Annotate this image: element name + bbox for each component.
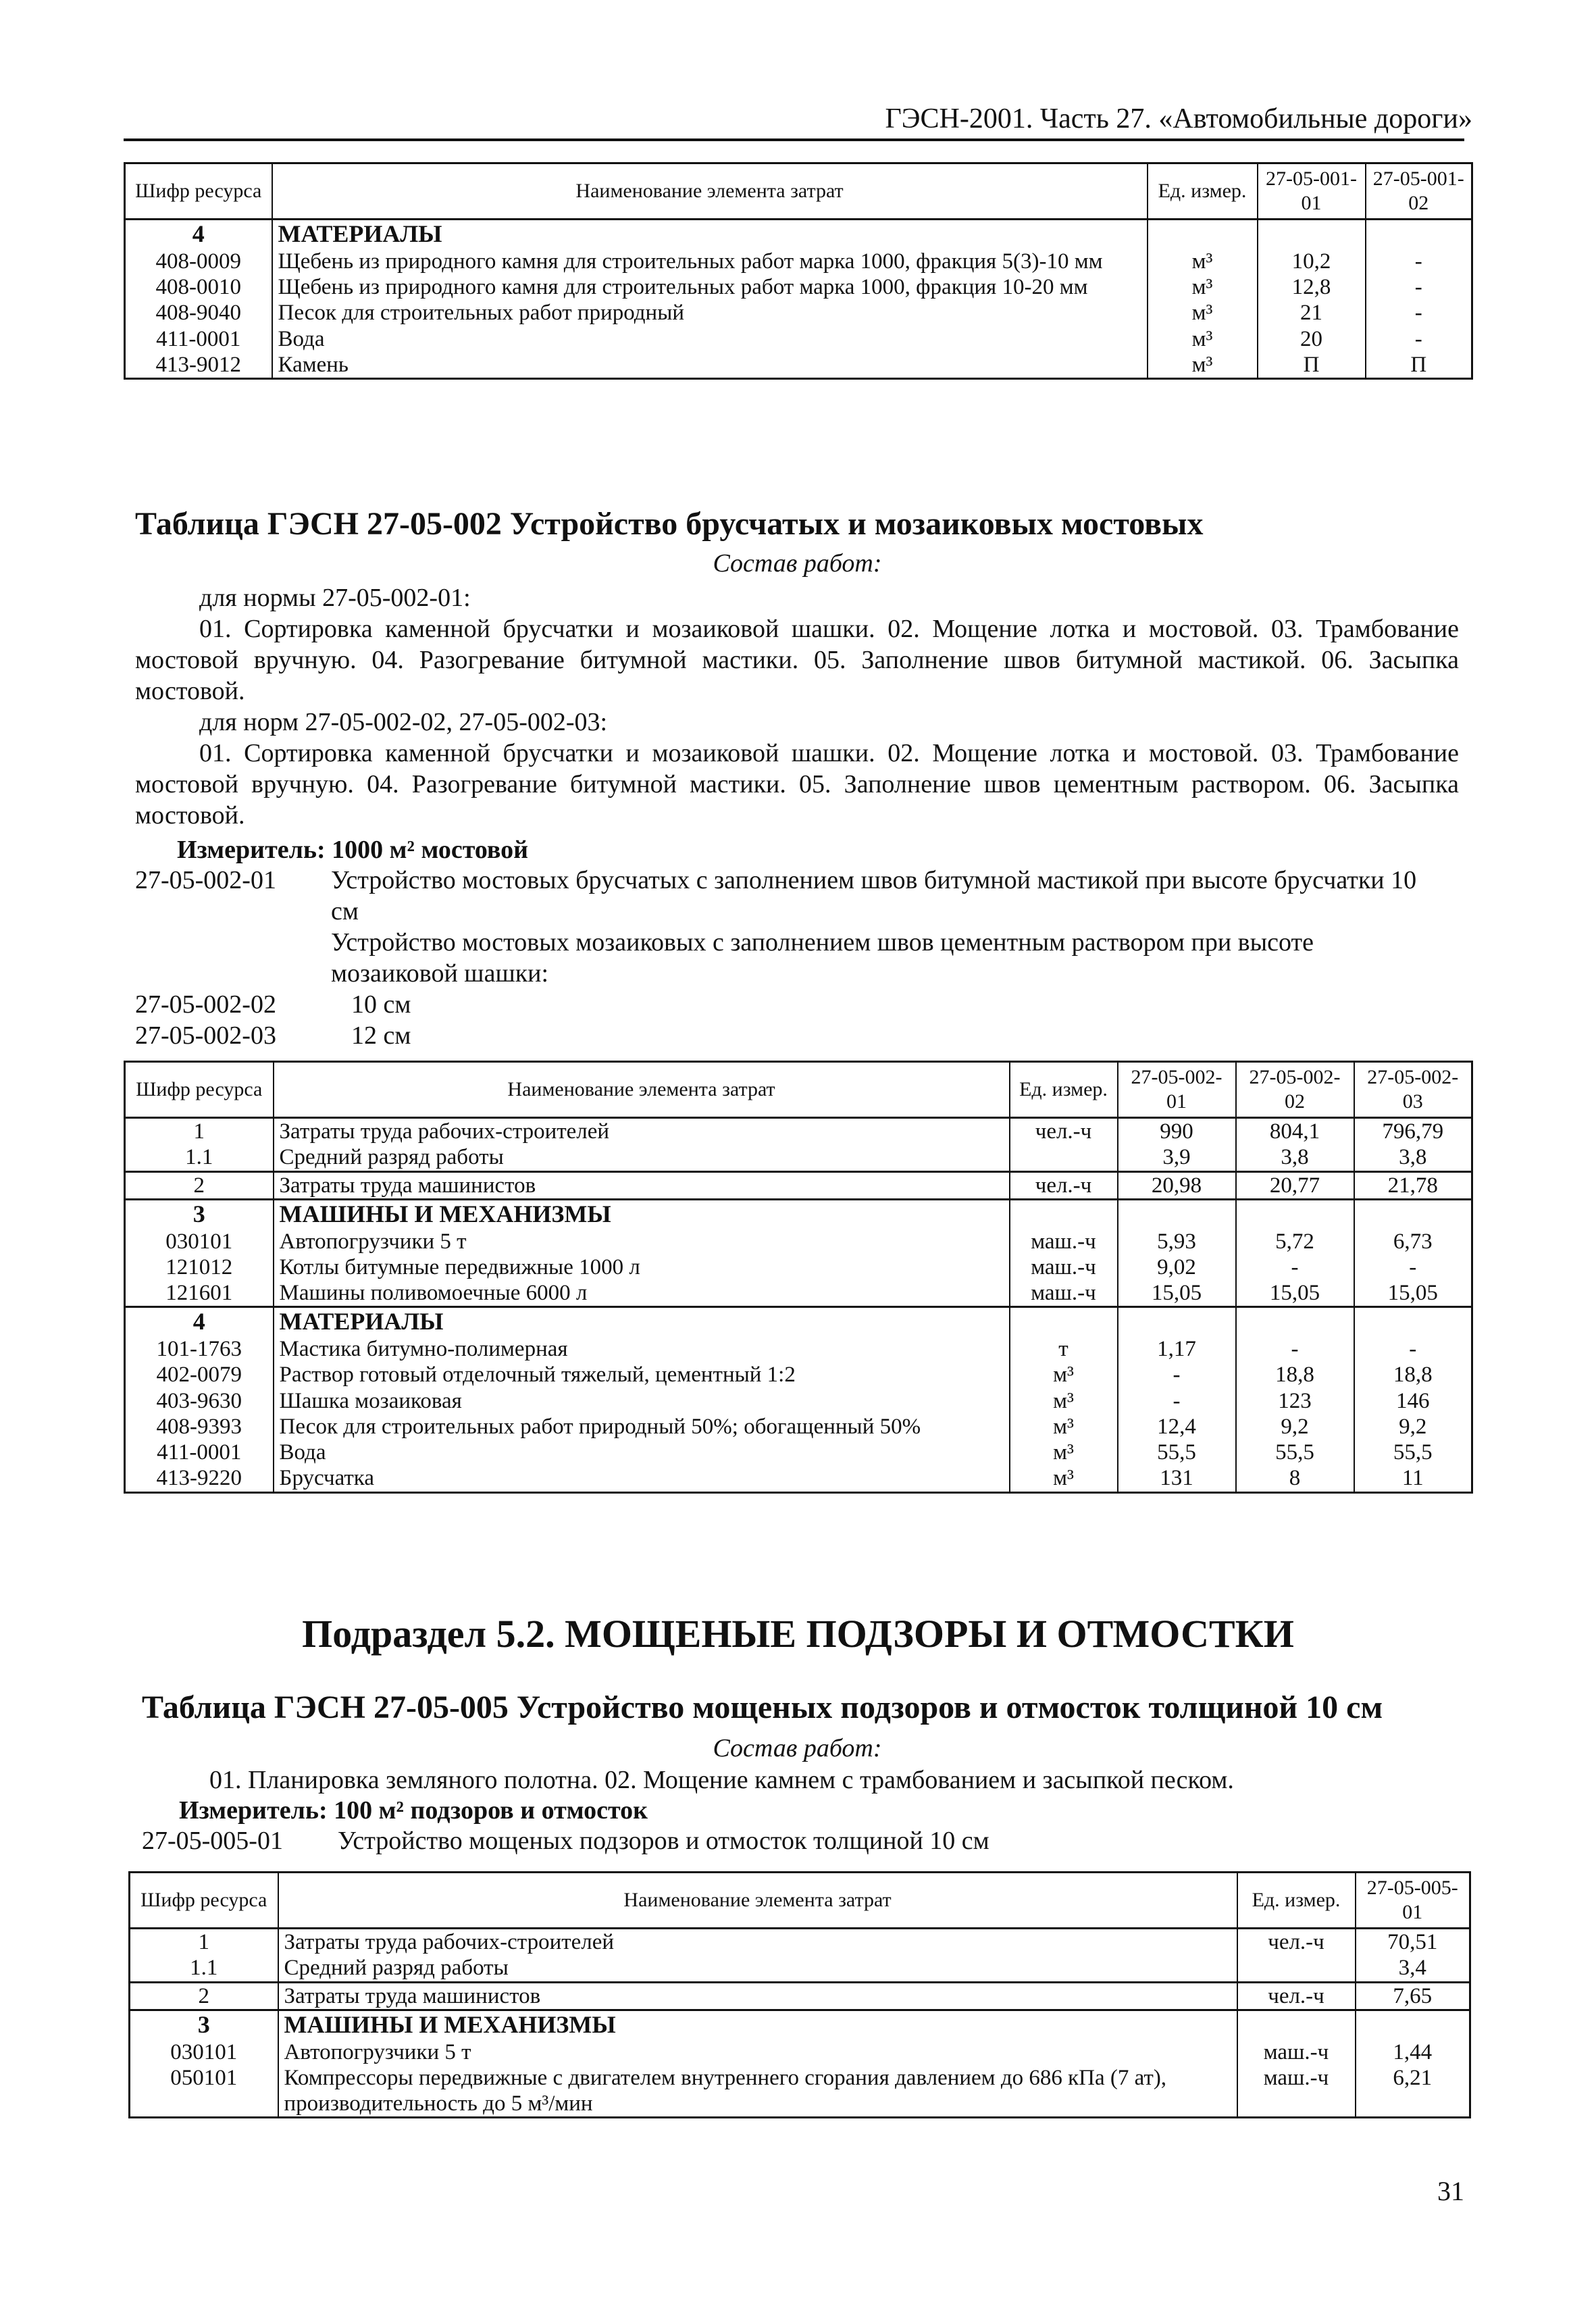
cell-v1: 1,44 xyxy=(1356,2039,1470,2065)
table-materials-001 xyxy=(124,162,1473,380)
cell-v1 xyxy=(1118,1307,1236,1336)
header-unit: Ед. измер. xyxy=(1148,163,1258,220)
table-title-27-05-002: Таблица ГЭСН 27-05-002 Устройство брусчатых и мозаиковых мостовых xyxy=(135,506,1204,542)
cell-unit: т xyxy=(1010,1336,1118,1362)
cell-v2 xyxy=(1236,1307,1354,1336)
cell-unit: маш.-ч xyxy=(1237,2065,1356,2118)
header-col3: 27-05-002-03 xyxy=(1354,1062,1472,1118)
norm2-label: для норм 27-05-002-02, 27-05-002-03: xyxy=(199,708,608,736)
norm2-text: 01. Сортировка каменной брусчатки и мозаиковой шашки. 02. Мощение лотка и мостовой. 03. Трамбование мостовой вручную. 04. Разогревание битумной мастики. 05. Заполнение швов цементным раствором. 06. Засыпка мостовой. xyxy=(135,739,1459,830)
cell-unit: м³ xyxy=(1010,1414,1118,1440)
cell-name: Компрессоры передвижные с двигателем внутреннего сгорания давлением до 686 кПа (7 ат), производительность до 5 м³/мин xyxy=(278,2065,1237,2118)
cell-v3: 15,05 xyxy=(1354,1280,1472,1307)
cell-v1: 70,51 xyxy=(1356,1929,1470,1956)
table-row xyxy=(125,1336,1472,1362)
cell-v1 xyxy=(1356,2010,1470,2039)
cell-name: Автопогрузчики 5 т xyxy=(278,2039,1237,2065)
cell-code: 411-0001 xyxy=(125,1440,274,1465)
header-rule xyxy=(124,138,1464,141)
cell-code: 408-9393 xyxy=(125,1414,274,1440)
cell-v2: - xyxy=(1366,300,1472,326)
norm-text-3: 10 см xyxy=(351,990,411,1019)
cell-v1: 10,2 xyxy=(1258,249,1366,274)
table-row xyxy=(125,300,1472,326)
table-section-row xyxy=(125,1199,1472,1228)
subsection-title: Подраздел 5.2. МОЩЕНЫЕ ПОДЗОРЫ И ОТМОСТКИ xyxy=(302,1612,1294,1656)
norm1-text: 01. Сортировка каменной брусчатки и мозаиковой шашки. 02. Мощение лотка и мостовой. 03. Трамбование мостовой вручную. 04. Разогревание битумной мастики. 05. Заполнение швов битумной мастикой. 06. Засыпка мостовой. xyxy=(135,615,1459,705)
cell-v2: 20,77 xyxy=(1236,1171,1354,1199)
cell-name: Песок для строительных работ природный 50%; обогащенный 50% xyxy=(274,1414,1010,1440)
cell-v3 xyxy=(1354,1199,1472,1228)
table-body xyxy=(125,1118,1472,1493)
table-row xyxy=(125,249,1472,274)
cell-code: 413-9012 xyxy=(125,352,272,379)
norm-code-4: 27-05-002-03 xyxy=(135,1021,276,1050)
table-row xyxy=(125,1280,1472,1307)
cell-code: 1.1 xyxy=(125,1144,274,1171)
cell-name: МАШИНЫ И МЕХАНИЗМЫ xyxy=(274,1199,1010,1228)
cell-v3: 21,78 xyxy=(1354,1171,1472,1199)
cell-code: 030101 xyxy=(130,2039,278,2065)
header-unit: Ед. измер. xyxy=(1237,1873,1356,1929)
cell-v1: 55,5 xyxy=(1118,1440,1236,1465)
cell-unit: маш.-ч xyxy=(1010,1254,1118,1280)
cell-code: 1.1 xyxy=(130,1955,278,1982)
cell-v1: 6,21 xyxy=(1356,2065,1470,2118)
cell-v1: 12,4 xyxy=(1118,1414,1236,1440)
table-header-row xyxy=(125,163,1472,220)
table-row xyxy=(125,1229,1472,1254)
header-code: Шифр ресурса xyxy=(130,1873,278,1929)
cell-v2: 55,5 xyxy=(1236,1440,1354,1465)
cell-unit: м³ xyxy=(1010,1465,1118,1492)
cell-v1: 5,93 xyxy=(1118,1229,1236,1254)
cell-v3: 146 xyxy=(1354,1388,1472,1414)
cell-unit: чел.-ч xyxy=(1237,1929,1356,1956)
cell-v1: 21 xyxy=(1258,300,1366,326)
cell-v1: 20,98 xyxy=(1118,1171,1236,1199)
header-col2: 27-05-001-02 xyxy=(1366,163,1472,220)
table-section-row xyxy=(125,1307,1472,1336)
cell-v3: 6,73 xyxy=(1354,1229,1472,1254)
cell-v2: 5,72 xyxy=(1236,1229,1354,1254)
cell-code: 408-0009 xyxy=(125,249,272,274)
cell-unit: чел.-ч xyxy=(1237,1982,1356,2010)
cell-unit: м³ xyxy=(1010,1388,1118,1414)
cell-code: 1 xyxy=(125,1118,274,1145)
cell-unit: маш.-ч xyxy=(1010,1280,1118,1307)
cell-name: Затраты труда рабочих-строителей xyxy=(274,1118,1010,1145)
cell-code: 3 xyxy=(125,1199,274,1228)
cell-v1: 3,9 xyxy=(1118,1144,1236,1171)
cell-code: 411-0001 xyxy=(125,326,272,352)
cell-code: 101-1763 xyxy=(125,1336,274,1362)
table-row xyxy=(130,1929,1470,1956)
cell-v1 xyxy=(1118,1199,1236,1228)
table-row xyxy=(130,2065,1470,2118)
table-row xyxy=(125,352,1472,379)
cell-v1: 12,8 xyxy=(1258,274,1366,300)
cell-name: Песок для строительных работ природный xyxy=(272,300,1148,326)
table-resources-005 xyxy=(128,1871,1471,2118)
table-row xyxy=(125,274,1472,300)
table-row xyxy=(125,1362,1472,1388)
cell-code: 4 xyxy=(125,1307,274,1336)
cell-code: 121012 xyxy=(125,1254,274,1280)
cell-unit: м³ xyxy=(1148,326,1258,352)
table-header-row xyxy=(130,1873,1470,1929)
cell-v3 xyxy=(1354,1307,1472,1336)
cell-v1: 1,17 xyxy=(1118,1336,1236,1362)
header-code: Шифр ресурса xyxy=(125,1062,274,1118)
cell-v2: - xyxy=(1236,1254,1354,1280)
cell-unit: м³ xyxy=(1148,249,1258,274)
cell-code: 402-0079 xyxy=(125,1362,274,1388)
composition-label: Состав работ: xyxy=(713,549,882,578)
cell-name: Щебень из природного камня для строительных работ марка 1000, фракция 5(3)-10 мм xyxy=(272,249,1148,274)
cell-unit: м³ xyxy=(1148,352,1258,379)
table-row xyxy=(130,2039,1470,2065)
table-title-27-05-005: Таблица ГЭСН 27-05-005 Устройство мощеных подзоров и отмосток толщиной 10 см xyxy=(142,1689,1383,1725)
cell-v1: 15,05 xyxy=(1118,1280,1236,1307)
norm-text-1: Устройство мостовых брусчатых с заполнением швов битумной мастикой при высоте брусчатки 10 см xyxy=(331,866,1417,925)
table-section-row xyxy=(130,2010,1470,2039)
cell-v3: 9,2 xyxy=(1354,1414,1472,1440)
norm-code-3: 27-05-002-02 xyxy=(135,990,276,1019)
cell-v2: 3,8 xyxy=(1236,1144,1354,1171)
cell-name: Машины поливомоечные 6000 л xyxy=(274,1280,1010,1307)
header-col1: 27-05-005-01 xyxy=(1356,1873,1470,1929)
cell-code: 408-9040 xyxy=(125,300,272,326)
header-name: Наименование элемента затрат xyxy=(278,1873,1237,1929)
cell-name: Вода xyxy=(272,326,1148,352)
cell-code: 030101 xyxy=(125,1229,274,1254)
cell-code: 2 xyxy=(125,1171,274,1199)
cell-code: 408-0010 xyxy=(125,274,272,300)
measure-label: Измеритель: 100 м² подзоров и отмосток xyxy=(179,1796,648,1825)
cell-unit: м³ xyxy=(1148,274,1258,300)
cell-unit xyxy=(1010,1307,1118,1336)
cell-v2: 9,2 xyxy=(1236,1414,1354,1440)
composition-label: Состав работ: xyxy=(713,1734,882,1762)
cell-name: Автопогрузчики 5 т xyxy=(274,1229,1010,1254)
cell-v2: 8 xyxy=(1236,1465,1354,1492)
cell-unit: м³ xyxy=(1010,1440,1118,1465)
cell-code: 4 xyxy=(125,220,272,249)
cell-unit xyxy=(1148,220,1258,249)
cell-v3: 18,8 xyxy=(1354,1362,1472,1388)
table-row xyxy=(125,326,1472,352)
table-row xyxy=(125,1254,1472,1280)
cell-v1: П xyxy=(1258,352,1366,379)
cell-code: 2 xyxy=(130,1982,278,2010)
cell-v2: - xyxy=(1366,274,1472,300)
cell-v1: - xyxy=(1118,1388,1236,1414)
header-unit: Ед. измер. xyxy=(1010,1062,1118,1118)
header-col1: 27-05-002-01 xyxy=(1118,1062,1236,1118)
cell-unit: м³ xyxy=(1010,1362,1118,1388)
cell-unit: чел.-ч xyxy=(1010,1171,1118,1199)
cell-name: Средний разряд работы xyxy=(274,1144,1010,1171)
cell-v2 xyxy=(1366,220,1472,249)
table-row xyxy=(125,1440,1472,1465)
table-header-row xyxy=(125,1062,1472,1118)
cell-v2: - xyxy=(1366,326,1472,352)
header-code: Шифр ресурса xyxy=(125,163,272,220)
table-row xyxy=(130,1955,1470,1982)
cell-name: МАТЕРИАЛЫ xyxy=(272,220,1148,249)
cell-v1: 9,02 xyxy=(1118,1254,1236,1280)
composition-text: 01. Планировка земляного полотна. 02. Мощение камнем с трамбованием и засыпкой песком. xyxy=(209,1766,1234,1794)
table-row xyxy=(125,1171,1472,1199)
cell-v1: 990 xyxy=(1118,1118,1236,1145)
cell-name: Средний разряд работы xyxy=(278,1955,1237,1982)
cell-code: 3 xyxy=(130,2010,278,2039)
cell-name: МАШИНЫ И МЕХАНИЗМЫ xyxy=(278,2010,1237,2039)
norm-text-4: 12 см xyxy=(351,1021,411,1050)
cell-name: МАТЕРИАЛЫ xyxy=(274,1307,1010,1336)
header-name: Наименование элемента затрат xyxy=(272,163,1148,220)
cell-code: 403-9630 xyxy=(125,1388,274,1414)
cell-v2: 804,1 xyxy=(1236,1118,1354,1145)
cell-code: 1 xyxy=(130,1929,278,1956)
norm-text-2: Устройство мостовых мозаиковых с заполнением швов цементным раствором при высоте мозаиковой шашки: xyxy=(331,928,1314,988)
cell-v3: 11 xyxy=(1354,1465,1472,1492)
cell-code: 121601 xyxy=(125,1280,274,1307)
cell-v3: 796,79 xyxy=(1354,1118,1472,1145)
cell-name: Щебень из природного камня для строительных работ марка 1000, фракция 10-20 мм xyxy=(272,274,1148,300)
cell-v2: П xyxy=(1366,352,1472,379)
running-header: ГЭСН-2001. Часть 27. «Автомобильные дороги» xyxy=(885,103,1472,134)
cell-unit xyxy=(1010,1199,1118,1228)
norm-text: Устройство мощеных подзоров и отмосток толщиной 10 см xyxy=(338,1827,989,1855)
header-col1: 27-05-001-01 xyxy=(1258,163,1366,220)
header-col2: 27-05-002-02 xyxy=(1236,1062,1354,1118)
cell-unit xyxy=(1237,2010,1356,2039)
cell-unit: маш.-ч xyxy=(1237,2039,1356,2065)
cell-v2 xyxy=(1236,1199,1354,1228)
cell-v1: 7,65 xyxy=(1356,1982,1470,2010)
table-row xyxy=(125,1388,1472,1414)
cell-v1 xyxy=(1258,220,1366,249)
cell-name: Камень xyxy=(272,352,1148,379)
cell-v2: - xyxy=(1366,249,1472,274)
cell-name: Мастика битумно-полимерная xyxy=(274,1336,1010,1362)
table-resources-002 xyxy=(124,1061,1473,1494)
cell-v3: 55,5 xyxy=(1354,1440,1472,1465)
cell-v2: 123 xyxy=(1236,1388,1354,1414)
cell-v3: 3,8 xyxy=(1354,1144,1472,1171)
table-row xyxy=(125,1414,1472,1440)
cell-v1: 131 xyxy=(1118,1465,1236,1492)
cell-v2: 15,05 xyxy=(1236,1280,1354,1307)
table-row xyxy=(125,1465,1472,1492)
cell-v3: - xyxy=(1354,1254,1472,1280)
cell-v1: 20 xyxy=(1258,326,1366,352)
table-section-row xyxy=(125,220,1472,249)
cell-name: Затраты труда машинистов xyxy=(274,1171,1010,1199)
measure-label: Измеритель: 1000 м² мостовой xyxy=(177,836,529,864)
norm1-label: для нормы 27-05-002-01: xyxy=(199,584,471,612)
table-body xyxy=(130,1929,1470,2118)
cell-unit: чел.-ч xyxy=(1010,1118,1118,1145)
cell-name: Вода xyxy=(274,1440,1010,1465)
norm-code-1: 27-05-002-01 xyxy=(135,866,276,894)
cell-name: Раствор готовый отделочный тяжелый, цементный 1:2 xyxy=(274,1362,1010,1388)
cell-v2: - xyxy=(1236,1336,1354,1362)
cell-code: 050101 xyxy=(130,2065,278,2118)
table-row xyxy=(125,1144,1472,1171)
cell-unit xyxy=(1237,1955,1356,1982)
cell-name: Брусчатка xyxy=(274,1465,1010,1492)
cell-name: Затраты труда машинистов xyxy=(278,1982,1237,2010)
cell-v1: - xyxy=(1118,1362,1236,1388)
table-row xyxy=(125,1118,1472,1145)
table-row xyxy=(130,1982,1470,2010)
cell-name: Шашка мозаиковая xyxy=(274,1388,1010,1414)
cell-name: Котлы битумные передвижные 1000 л xyxy=(274,1254,1010,1280)
cell-v2: 18,8 xyxy=(1236,1362,1354,1388)
header-name: Наименование элемента затрат xyxy=(274,1062,1010,1118)
norm-code: 27-05-005-01 xyxy=(142,1827,283,1855)
cell-unit: м³ xyxy=(1148,300,1258,326)
cell-v3: - xyxy=(1354,1336,1472,1362)
cell-unit xyxy=(1010,1144,1118,1171)
table-body xyxy=(125,220,1472,379)
cell-unit: маш.-ч xyxy=(1010,1229,1118,1254)
cell-code: 413-9220 xyxy=(125,1465,274,1492)
page-number: 31 xyxy=(1437,2176,1464,2206)
cell-v1: 3,4 xyxy=(1356,1955,1470,1982)
cell-name: Затраты труда рабочих-строителей xyxy=(278,1929,1237,1956)
